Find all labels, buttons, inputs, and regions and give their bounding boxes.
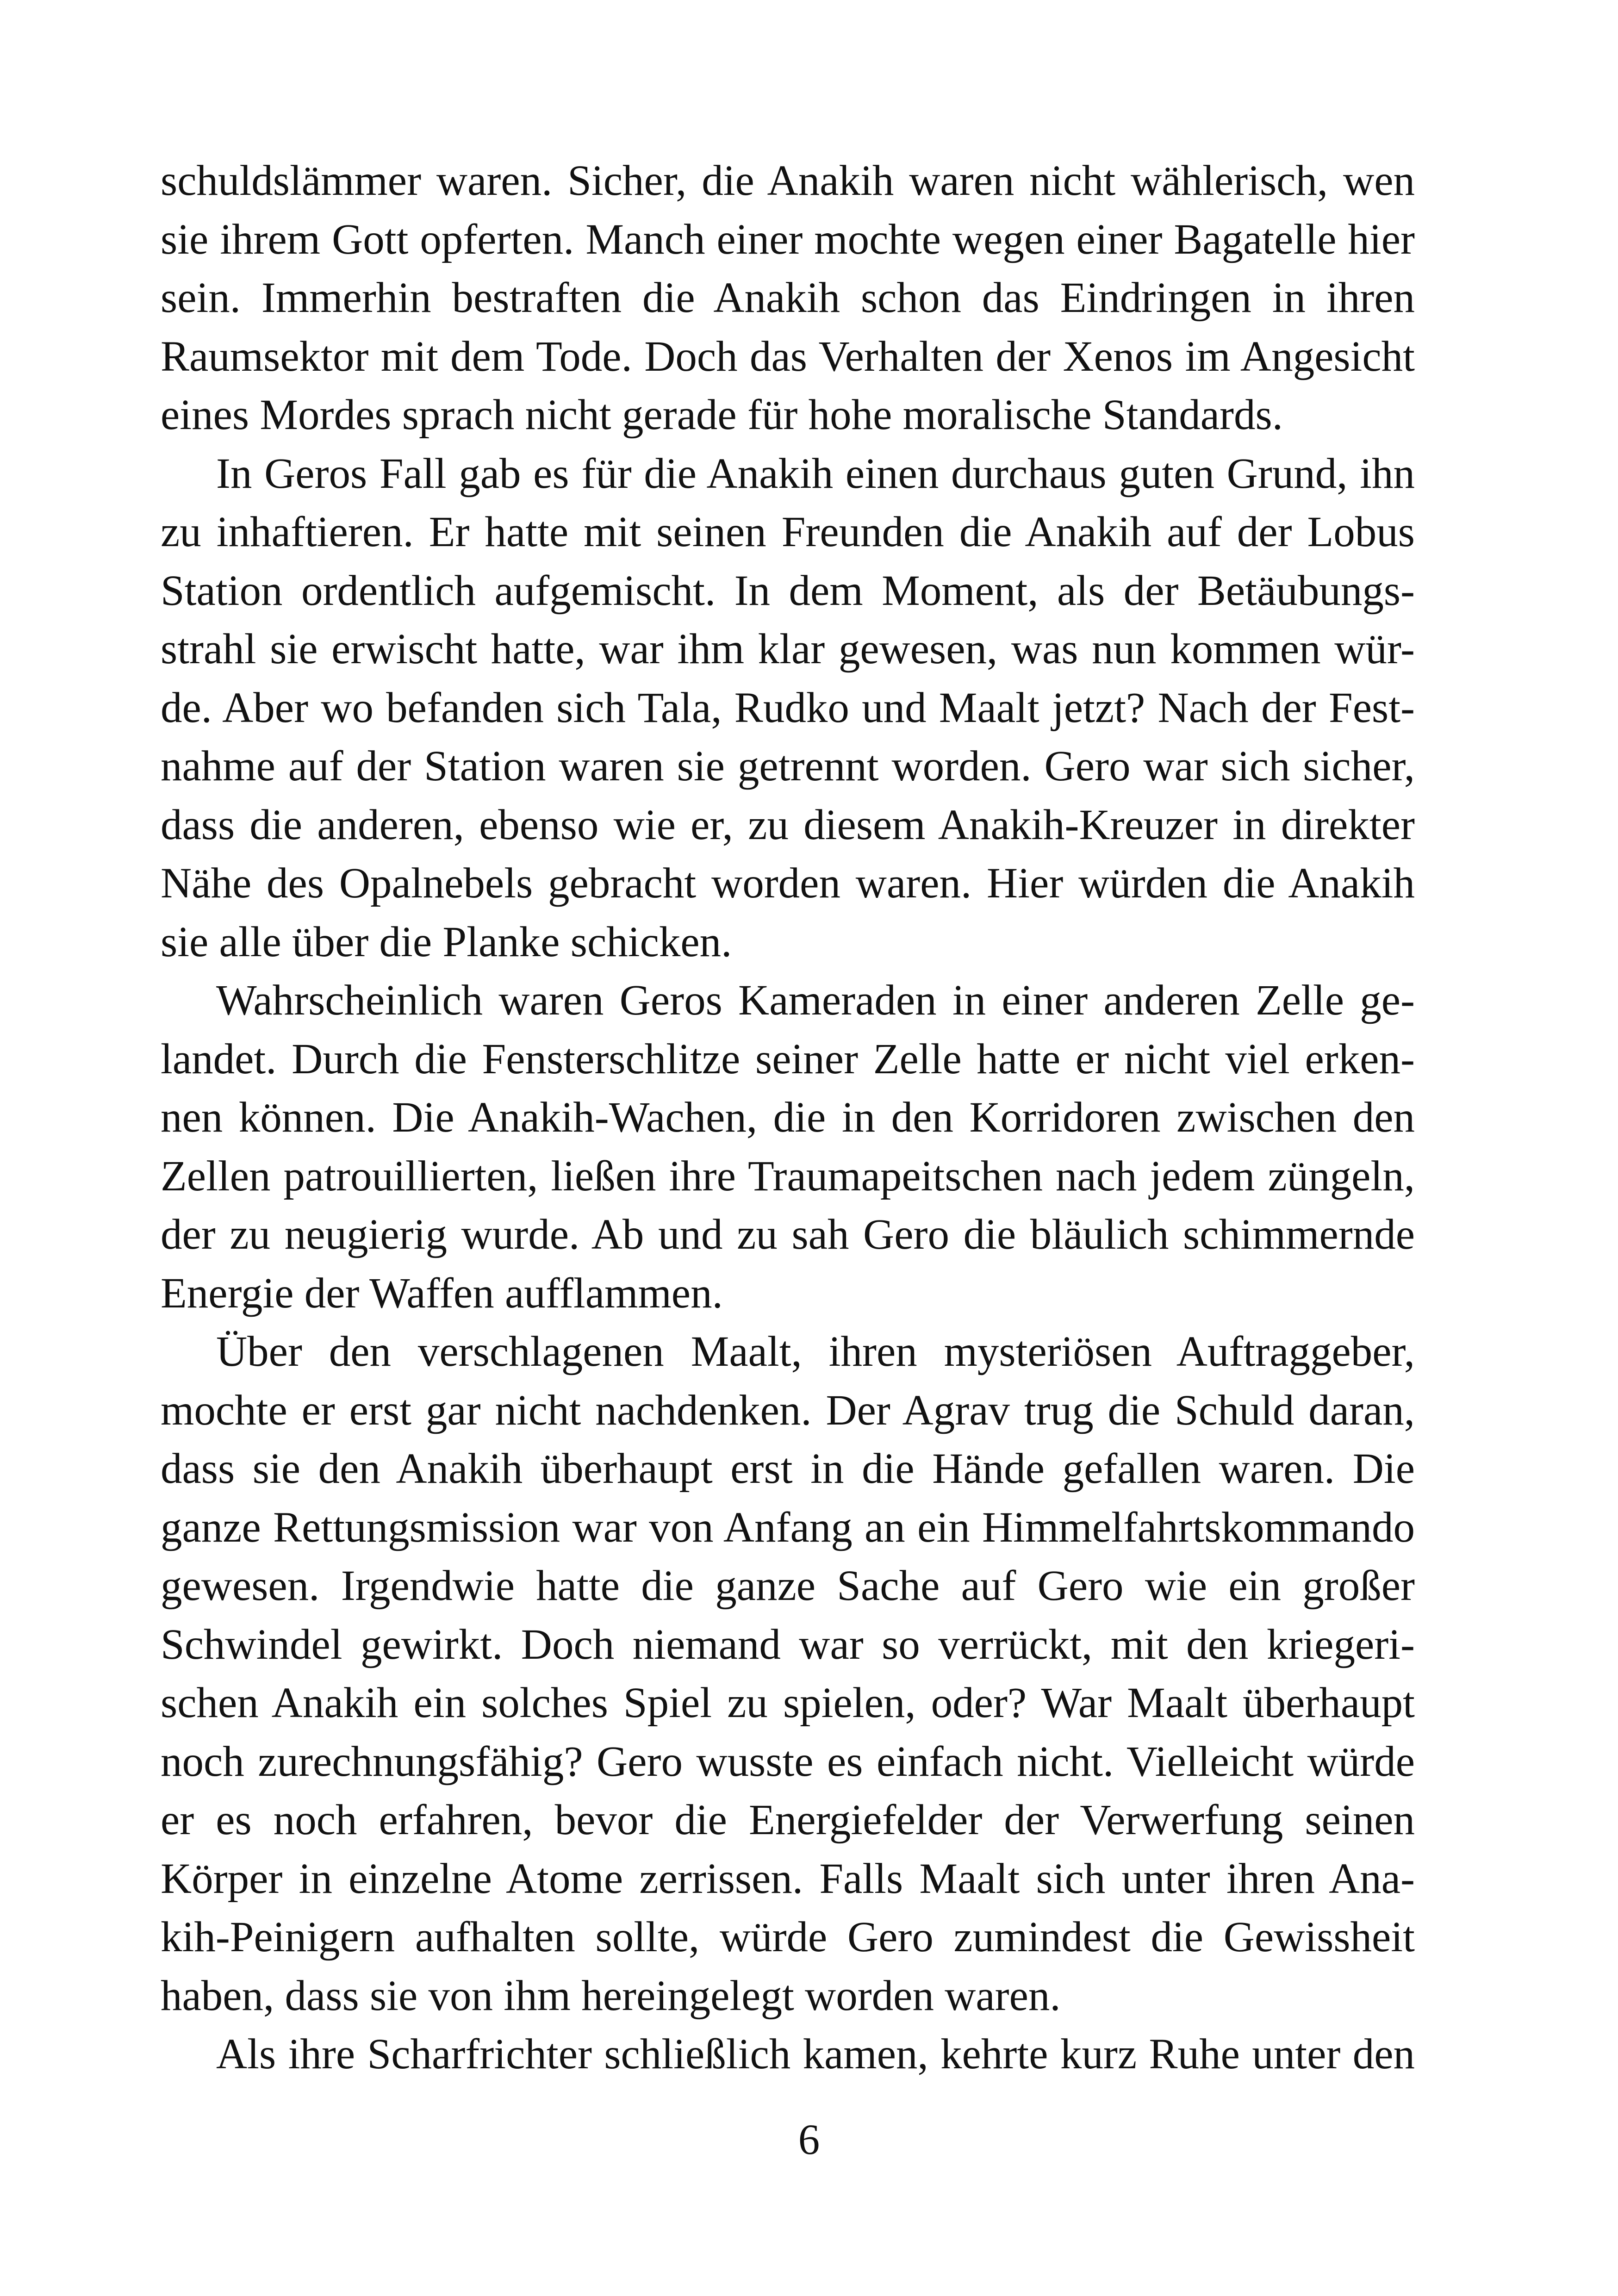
- text-line: haben, dass sie von ihm hereingelegt worden waren.: [161, 1972, 1061, 2020]
- text-line: Raumsektor mit dem Tode. Doch das Verhalten der Xenos im Angesicht: [161, 332, 1415, 380]
- text-line: schuldslämmer waren. Sicher, die Anakih waren nicht wählerisch, wen: [161, 157, 1415, 205]
- text-line: landet. Durch die Fensterschlitze seiner Zelle hatte er nicht viel erken-: [161, 1035, 1415, 1083]
- text-line: der zu neugierig wurde. Ab und zu sah Gero die bläulich schimmernde: [161, 1211, 1415, 1258]
- text-line: nen können. Die Anakih-Wachen, die in den Korridoren zwischen den: [161, 1094, 1415, 1141]
- text-line: sie ihrem Gott opferten. Manch einer mochte wegen einer Bagatelle hier: [161, 215, 1415, 263]
- text-line: dass sie den Anakih überhaupt erst in die Hände gefallen waren. Die: [161, 1445, 1415, 1493]
- text-line: strahl sie erwischt hatte, war ihm klar gewesen, was nun kommen wür-: [161, 625, 1415, 673]
- text-line: gewesen. Irgendwie hatte die ganze Sache auf Gero wie ein großer: [161, 1562, 1415, 1610]
- text-line: kih-Peinigern aufhalten sollte, würde Gero zumindest die Gewissheit: [161, 1913, 1415, 1961]
- text-line: Körper in einzelne Atome zerrissen. Falls Maalt sich unter ihren Ana-: [161, 1854, 1415, 1903]
- text-line: sein. Immerhin bestraften die Anakih schon das Eindringen in ihren: [161, 274, 1415, 322]
- text-line: noch zurechnungsfähig? Gero wusste es einfach nicht. Vielleicht würde: [161, 1737, 1415, 1786]
- text-line: Nähe des Opalnebels gebracht worden waren. Hier würden die Anakih: [161, 859, 1415, 907]
- text-line: Zellen patrouillierten, ließen ihre Traumapeitschen nach jedem züngeln,: [161, 1152, 1415, 1200]
- text-line: Station ordentlich aufgemischt. In dem Moment, als der Betäubungs-: [161, 566, 1415, 615]
- text-line: sie alle über die Planke schicken.: [161, 918, 732, 966]
- text-line: nahme auf der Station waren sie getrennt worden. Gero war sich sicher,: [161, 742, 1415, 790]
- text-line: In Geros Fall gab es für die Anakih einen durchaus guten Grund, ihn: [216, 449, 1415, 498]
- text-line: de. Aber wo befanden sich Tala, Rudko und Maalt jetzt? Nach der Fest-: [161, 684, 1415, 732]
- text-line: Wahrscheinlich waren Geros Kameraden in einer anderen Zelle ge-: [216, 977, 1415, 1024]
- page-number: 6: [798, 2116, 820, 2164]
- text-line: mochte er erst gar nicht nachdenken. Der Agrav trug die Schuld daran,: [161, 1386, 1415, 1434]
- text-line: schen Anakih ein solches Spiel zu spielen, oder? War Maalt überhaupt: [161, 1679, 1415, 1727]
- text-line: dass die anderen, ebenso wie er, zu diesem Anakih-Kreuzer in direkter: [161, 801, 1415, 849]
- text-line: ganze Rettungsmission war von Anfang an ein Himmelfahrtskommando: [161, 1503, 1415, 1551]
- text-line: eines Mordes sprach nicht gerade für hohe moralische Standards.: [161, 391, 1283, 439]
- text-line: Als ihre Scharfrichter schließlich kamen, kehrte kurz Ruhe unter den: [216, 2030, 1415, 2078]
- body-text: [161, 152, 1415, 2084]
- text-line: Über den verschlagenen Maalt, ihren mysteriösen Auftraggeber,: [216, 1328, 1415, 1375]
- text-line: Energie der Waffen aufflammen.: [161, 1269, 723, 1317]
- text-line: er es noch erfahren, bevor die Energiefelder der Verwerfung seinen: [161, 1796, 1415, 1844]
- text-line: zu inhaftieren. Er hatte mit seinen Freunden die Anakih auf der Lobus: [161, 508, 1415, 556]
- text-line: Schwindel gewirkt. Doch niemand war so verrückt, mit den kriegeri-: [161, 1620, 1415, 1668]
